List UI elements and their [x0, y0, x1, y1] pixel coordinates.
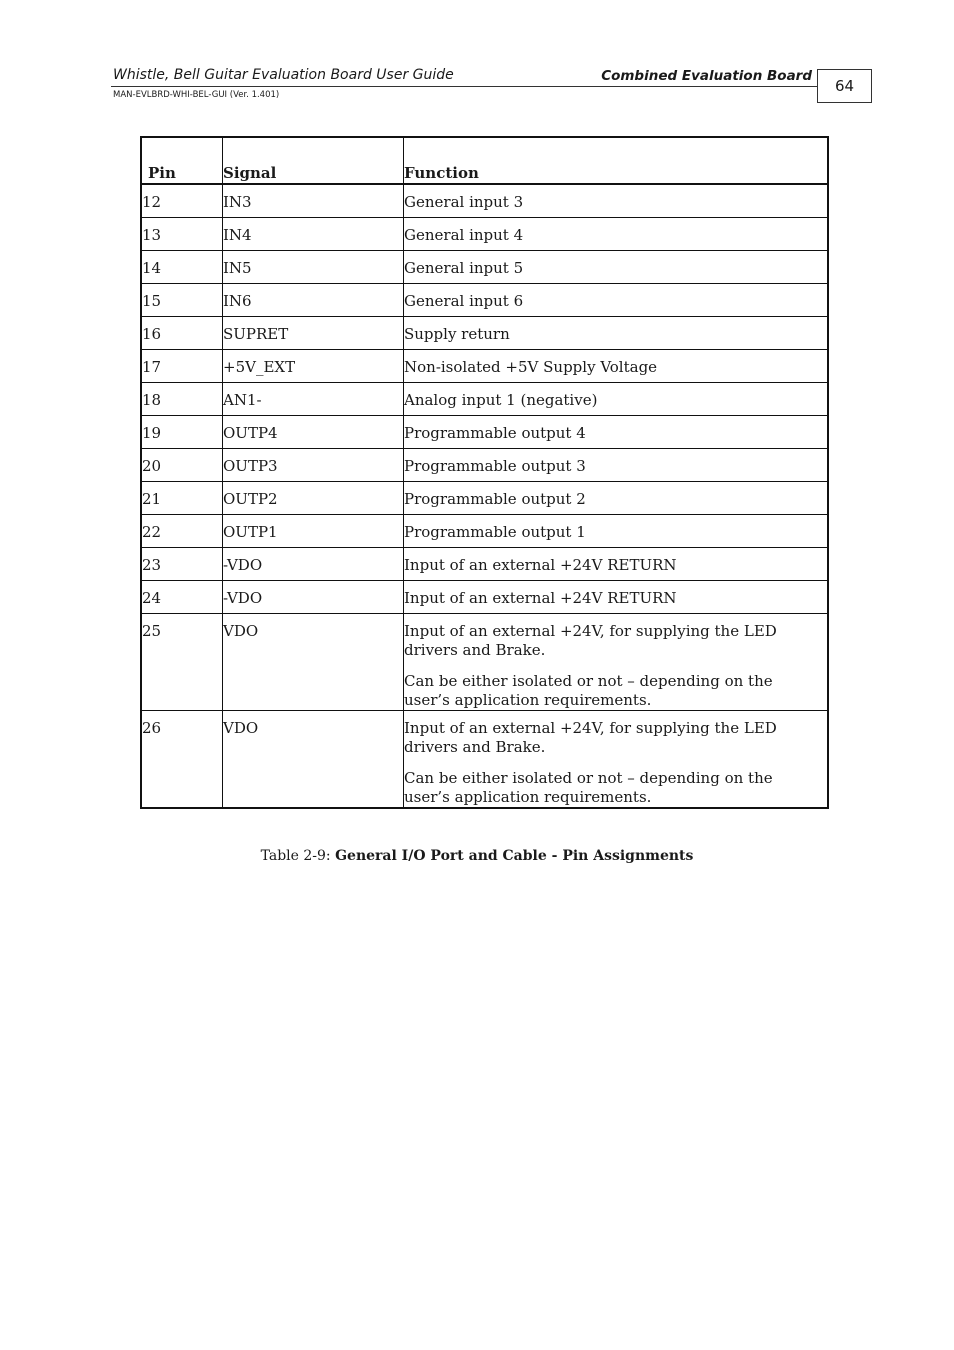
function-text: Programmable output 3	[404, 456, 586, 475]
pin-cell: 24	[141, 580, 223, 613]
function-text: Input of an external +24V RETURN	[404, 588, 677, 607]
section-title: Combined Evaluation Board	[601, 68, 812, 84]
table-row	[141, 613, 828, 710]
table-row	[141, 250, 828, 283]
function-cell	[404, 382, 829, 415]
pin-cell: 16	[141, 316, 223, 349]
function-text: General input 5	[404, 258, 524, 277]
table-header-row	[141, 137, 828, 184]
function-cell	[404, 613, 829, 710]
table-body	[141, 184, 828, 808]
function-cell	[404, 710, 829, 808]
function-cell	[404, 547, 829, 580]
signal-cell: IN3	[223, 184, 404, 217]
function-text: Can be either isolated or not – depending on the user’s application requirements.	[404, 671, 773, 709]
function-cell	[404, 349, 829, 382]
table-row	[141, 217, 828, 250]
pin-cell: 22	[141, 514, 223, 547]
function-text: Non-isolated +5V Supply Voltage	[404, 357, 658, 376]
table-row	[141, 349, 828, 382]
signal-cell: OUTP2	[223, 481, 404, 514]
caption-prefix: Table 2-9:	[260, 848, 336, 864]
table-row	[141, 316, 828, 349]
function-text: Input of an external +24V, for supplying the LED drivers and Brake.	[404, 621, 777, 659]
function-text: General input 4	[404, 225, 524, 244]
pin-cell: 15	[141, 283, 223, 316]
pin-cell: 17	[141, 349, 223, 382]
function-cell	[404, 448, 829, 481]
pin-cell: 25	[141, 613, 223, 710]
signal-cell: -VDO	[223, 547, 404, 580]
signal-cell: VDO	[223, 613, 404, 710]
signal-cell: IN4	[223, 217, 404, 250]
page-number: 64	[817, 69, 872, 103]
signal-cell: IN5	[223, 250, 404, 283]
table-row	[141, 481, 828, 514]
signal-cell: OUTP3	[223, 448, 404, 481]
table-row	[141, 283, 828, 316]
pin-cell: 18	[141, 382, 223, 415]
function-cell	[404, 316, 829, 349]
function-text: Analog input 1 (negative)	[404, 390, 598, 409]
signal-cell: OUTP1	[223, 514, 404, 547]
function-cell	[404, 481, 829, 514]
signal-cell: SUPRET	[223, 316, 404, 349]
caption-title: General I/O Port and Cable - Pin Assignments	[335, 848, 694, 864]
column-header-function: Function	[404, 137, 829, 184]
function-text: Programmable output 1	[404, 522, 586, 541]
signal-cell: +5V_EXT	[223, 349, 404, 382]
pin-cell: 21	[141, 481, 223, 514]
signal-cell: IN6	[223, 283, 404, 316]
table-row	[141, 382, 828, 415]
function-text: General input 6	[404, 291, 524, 310]
function-cell	[404, 283, 829, 316]
pin-assignment-table	[140, 136, 829, 809]
signal-cell: -VDO	[223, 580, 404, 613]
function-text: Supply return	[404, 324, 510, 343]
document-title: Whistle, Bell Guitar Evaluation Board User Guide	[113, 67, 454, 83]
pin-cell: 13	[141, 217, 223, 250]
header-divider	[111, 86, 817, 87]
table-row	[141, 580, 828, 613]
pin-cell: 20	[141, 448, 223, 481]
pin-cell: 23	[141, 547, 223, 580]
table-row	[141, 448, 828, 481]
table-row	[141, 514, 828, 547]
pin-cell: 14	[141, 250, 223, 283]
signal-cell: VDO	[223, 710, 404, 808]
function-cell	[404, 514, 829, 547]
document-id: MAN-EVLBRD-WHI-BEL-GUI (Ver. 1.401)	[113, 90, 280, 100]
table-caption	[0, 848, 954, 864]
column-header-pin: Pin	[141, 137, 223, 184]
function-cell	[404, 217, 829, 250]
function-cell	[404, 184, 829, 217]
pin-cell: 12	[141, 184, 223, 217]
pin-cell: 19	[141, 415, 223, 448]
function-text: Can be either isolated or not – depending on the user’s application requirements.	[404, 768, 773, 806]
table-row	[141, 415, 828, 448]
function-cell	[404, 415, 829, 448]
function-text: Input of an external +24V RETURN	[404, 555, 677, 574]
table-row	[141, 184, 828, 217]
signal-cell: AN1-	[223, 382, 404, 415]
pin-cell: 26	[141, 710, 223, 808]
function-text: Input of an external +24V, for supplying the LED drivers and Brake.	[404, 718, 777, 756]
function-cell	[404, 580, 829, 613]
signal-cell: OUTP4	[223, 415, 404, 448]
function-cell	[404, 250, 829, 283]
function-text: General input 3	[404, 193, 524, 211]
table-row	[141, 547, 828, 580]
function-text: Programmable output 4	[404, 423, 586, 442]
column-header-signal: Signal	[223, 137, 404, 184]
table-row	[141, 710, 828, 808]
function-text: Programmable output 2	[404, 489, 586, 508]
